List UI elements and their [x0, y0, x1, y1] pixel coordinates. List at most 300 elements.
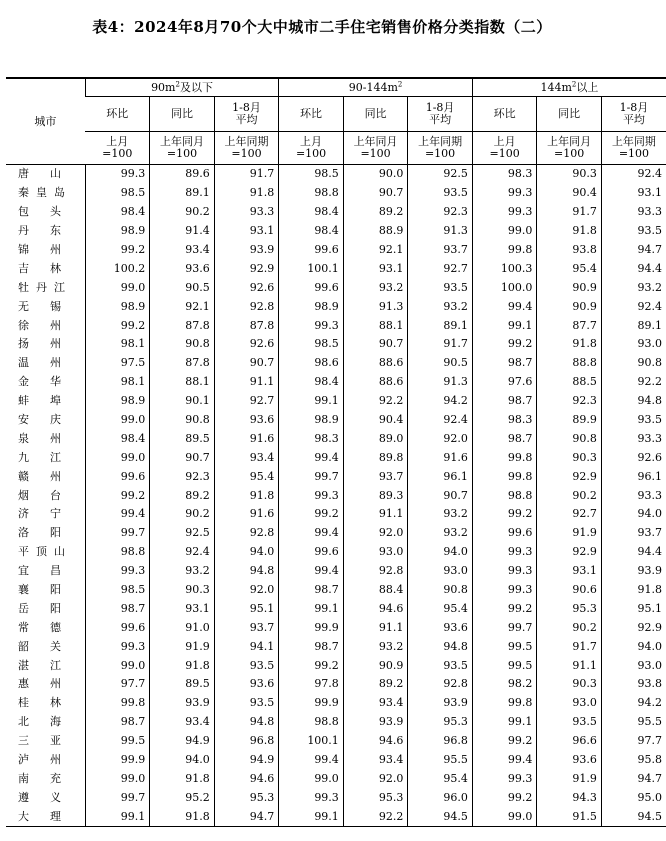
base-header-text: 上年同期	[224, 135, 269, 148]
metric-header-avg	[601, 97, 666, 132]
index-value: 93.6	[408, 618, 473, 637]
index-value: 90.4	[343, 411, 408, 430]
index-value: 90.7	[150, 448, 215, 467]
table-row	[6, 278, 666, 297]
base-header-text: 上年同月	[353, 135, 398, 148]
index-value: 93.9	[408, 694, 473, 713]
index-value: 89.2	[150, 486, 215, 505]
index-value: 98.7	[472, 392, 537, 411]
index-value: 93.5	[601, 222, 666, 241]
table-row	[6, 807, 666, 826]
index-value: 92.9	[214, 259, 279, 278]
table-row	[6, 297, 666, 316]
index-value: 92.0	[408, 429, 473, 448]
index-value: 98.4	[279, 203, 344, 222]
index-value: 95.3	[537, 599, 602, 618]
index-value: 93.1	[343, 259, 408, 278]
index-value: 93.4	[150, 241, 215, 260]
index-value: 93.3	[601, 486, 666, 505]
index-value: 99.9	[279, 618, 344, 637]
index-value: 94.7	[601, 241, 666, 260]
index-value: 90.3	[537, 165, 602, 184]
index-value: 88.1	[150, 373, 215, 392]
index-value: 93.4	[343, 751, 408, 770]
city-name: 惠 州	[18, 677, 61, 691]
index-value: 93.2	[408, 297, 473, 316]
table-body	[6, 165, 666, 827]
index-value: 99.7	[85, 788, 150, 807]
index-value: 93.5	[408, 656, 473, 675]
index-value: 99.6	[279, 543, 344, 562]
city-name: 北 海	[18, 715, 61, 729]
index-value: 98.8	[279, 713, 344, 732]
index-value: 88.1	[343, 316, 408, 335]
index-value: 89.1	[601, 316, 666, 335]
index-value: 99.1	[85, 807, 150, 826]
index-value: 99.3	[472, 770, 537, 789]
index-value: 91.9	[537, 770, 602, 789]
table-row	[6, 637, 666, 656]
index-value: 99.9	[85, 751, 150, 770]
index-value: 92.4	[601, 297, 666, 316]
index-value: 91.9	[150, 637, 215, 656]
metric-header-text: 1-8月	[425, 101, 455, 114]
metric-header-row	[6, 97, 666, 132]
index-value: 94.9	[150, 732, 215, 751]
table-row	[6, 618, 666, 637]
index-value: 98.9	[85, 392, 150, 411]
table-row	[6, 562, 666, 581]
index-value: 96.1	[408, 467, 473, 486]
base-header-text: 上月	[106, 135, 129, 148]
index-value: 99.3	[472, 203, 537, 222]
index-value: 99.0	[85, 448, 150, 467]
table-row	[6, 411, 666, 430]
index-value: 93.5	[214, 694, 279, 713]
index-value: 99.0	[85, 411, 150, 430]
city-name: 洛 阳	[18, 526, 61, 540]
table-row	[6, 732, 666, 751]
index-value: 91.3	[343, 297, 408, 316]
index-value: 91.5	[537, 807, 602, 826]
table-row	[6, 259, 666, 278]
index-value: 95.4	[537, 259, 602, 278]
index-value: 90.5	[408, 354, 473, 373]
index-value: 88.4	[343, 581, 408, 600]
index-value: 92.6	[214, 278, 279, 297]
table-row	[6, 165, 666, 184]
index-value: 92.3	[408, 203, 473, 222]
city-name: 烟 台	[18, 488, 61, 502]
table-row	[6, 751, 666, 770]
index-value: 91.8	[150, 656, 215, 675]
index-value: 90.9	[537, 278, 602, 297]
index-value: 87.8	[150, 316, 215, 335]
index-value: 99.3	[279, 486, 344, 505]
index-value: 99.2	[279, 656, 344, 675]
base-header-text: =100	[424, 147, 456, 160]
metric-header-text: 同比	[364, 107, 387, 120]
table-row	[6, 203, 666, 222]
index-value: 94.0	[150, 751, 215, 770]
index-value: 90.7	[343, 184, 408, 203]
index-value: 90.8	[408, 581, 473, 600]
index-value: 91.4	[150, 222, 215, 241]
metric-header-text: 同比	[558, 107, 581, 120]
city-name: 泸 州	[18, 753, 61, 767]
index-value: 92.4	[408, 411, 473, 430]
index-value: 99.5	[85, 732, 150, 751]
index-value: 100.3	[472, 259, 537, 278]
table-row	[6, 392, 666, 411]
table-row	[6, 448, 666, 467]
city-name: 襄 阳	[18, 583, 61, 597]
metric-header-text: 平均	[429, 113, 452, 126]
base-header-text: =100	[231, 147, 262, 160]
index-value: 96.6	[537, 732, 602, 751]
index-value: 94.8	[408, 637, 473, 656]
metric-header-text: 环比	[300, 107, 323, 120]
index-value: 100.1	[279, 259, 344, 278]
index-value: 91.6	[214, 505, 279, 524]
index-value: 100.0	[472, 278, 537, 297]
index-value: 93.7	[214, 618, 279, 637]
index-value: 98.3	[279, 429, 344, 448]
city-name: 包 头	[18, 205, 61, 219]
index-value: 93.9	[150, 694, 215, 713]
index-value: 90.8	[537, 429, 602, 448]
index-value: 99.4	[472, 751, 537, 770]
index-value: 99.3	[472, 543, 537, 562]
index-value: 90.7	[214, 354, 279, 373]
table-row	[6, 354, 666, 373]
index-value: 99.6	[85, 467, 150, 486]
index-value: 94.9	[214, 751, 279, 770]
index-value: 90.3	[150, 581, 215, 600]
index-value: 98.7	[472, 354, 537, 373]
index-value: 92.2	[343, 807, 408, 826]
index-value: 90.4	[537, 184, 602, 203]
base-header-yoy	[343, 132, 408, 165]
metric-header-text: 环比	[493, 107, 516, 120]
index-value: 99.1	[279, 807, 344, 826]
index-value: 93.5	[408, 184, 473, 203]
city-name: 唐 山	[18, 167, 61, 181]
index-value: 89.5	[150, 429, 215, 448]
index-value: 98.7	[85, 713, 150, 732]
index-value: 91.9	[537, 524, 602, 543]
index-value: 91.8	[537, 335, 602, 354]
metric-header-text: 1-8月	[232, 101, 261, 114]
index-value: 94.6	[343, 732, 408, 751]
table-row	[6, 581, 666, 600]
metric-header-text: 平均	[235, 113, 258, 126]
index-value: 94.2	[408, 392, 473, 411]
index-value: 93.2	[408, 505, 473, 524]
index-value: 93.3	[601, 203, 666, 222]
index-value: 99.2	[472, 732, 537, 751]
city-name: 徐 州	[18, 318, 61, 332]
index-value: 92.2	[601, 373, 666, 392]
index-value: 95.4	[408, 599, 473, 618]
index-value: 92.1	[150, 297, 215, 316]
index-value: 88.5	[537, 373, 602, 392]
index-value: 99.3	[85, 165, 150, 184]
index-value: 99.0	[472, 222, 537, 241]
index-value: 92.7	[214, 392, 279, 411]
index-value: 90.0	[343, 165, 408, 184]
index-value: 94.7	[601, 770, 666, 789]
city-name: 温 州	[18, 356, 61, 370]
table-row	[6, 656, 666, 675]
base-header-text: 上月	[493, 135, 516, 148]
index-value: 93.5	[214, 656, 279, 675]
index-value: 99.4	[279, 524, 344, 543]
table-row	[6, 241, 666, 260]
metric-header-avg	[214, 97, 279, 132]
table-row	[6, 373, 666, 392]
index-value: 93.8	[537, 241, 602, 260]
city-name: 吉 林	[18, 261, 61, 275]
index-value: 99.0	[472, 807, 537, 826]
index-value: 94.0	[601, 637, 666, 656]
index-value: 89.2	[343, 675, 408, 694]
table-row	[6, 713, 666, 732]
index-value: 99.1	[472, 713, 537, 732]
index-value: 95.4	[408, 770, 473, 789]
city-name: 秦 皇 岛	[18, 186, 65, 200]
base-header-avg	[408, 132, 473, 165]
index-value: 91.0	[150, 618, 215, 637]
index-value: 99.5	[472, 656, 537, 675]
index-value: 98.4	[279, 373, 344, 392]
index-value: 92.4	[150, 543, 215, 562]
table-row	[6, 316, 666, 335]
index-value: 89.6	[150, 165, 215, 184]
index-value: 99.2	[472, 505, 537, 524]
index-value: 92.3	[150, 467, 215, 486]
index-value: 93.2	[601, 278, 666, 297]
index-value: 98.7	[279, 637, 344, 656]
index-value: 90.9	[537, 297, 602, 316]
index-value: 90.2	[537, 486, 602, 505]
index-value: 99.4	[85, 505, 150, 524]
index-value: 99.1	[279, 392, 344, 411]
city-name: 岳 阳	[18, 601, 61, 615]
index-value: 92.9	[537, 543, 602, 562]
base-header-text: 上年同期	[418, 135, 463, 148]
index-value: 99.6	[472, 524, 537, 543]
base-header-text: 上月	[300, 135, 323, 148]
metric-header-mom	[472, 97, 537, 132]
city-name: 赣 州	[18, 469, 61, 483]
index-value: 95.3	[408, 713, 473, 732]
index-value: 97.8	[279, 675, 344, 694]
index-value: 98.2	[472, 675, 537, 694]
index-value: 93.6	[214, 675, 279, 694]
index-value: 99.0	[85, 278, 150, 297]
index-value: 89.0	[343, 429, 408, 448]
index-value: 92.9	[601, 618, 666, 637]
index-value: 99.6	[85, 618, 150, 637]
index-value: 93.1	[601, 184, 666, 203]
index-value: 98.9	[279, 411, 344, 430]
city-name: 平 顶 山	[18, 545, 65, 559]
index-value: 99.4	[279, 562, 344, 581]
index-value: 99.2	[85, 241, 150, 260]
index-value: 89.9	[537, 411, 602, 430]
index-value: 90.3	[537, 675, 602, 694]
city-name: 无 锡	[18, 299, 61, 313]
index-value: 93.1	[214, 222, 279, 241]
index-value: 95.1	[601, 599, 666, 618]
metric-header-mom	[279, 97, 344, 132]
index-value: 99.3	[85, 637, 150, 656]
index-value: 99.2	[85, 486, 150, 505]
index-value: 93.4	[150, 713, 215, 732]
index-value: 93.1	[537, 562, 602, 581]
index-value: 94.4	[601, 259, 666, 278]
index-value: 99.0	[85, 656, 150, 675]
index-value: 96.1	[601, 467, 666, 486]
index-value: 92.6	[601, 448, 666, 467]
table-row	[6, 429, 666, 448]
metric-header-text: 平均	[622, 113, 645, 126]
metric-header-text: 同比	[171, 107, 194, 120]
index-value: 99.7	[85, 524, 150, 543]
index-value: 93.3	[214, 203, 279, 222]
city-name: 蚌 埠	[18, 394, 61, 408]
index-value: 94.8	[214, 562, 279, 581]
city-name: 大 理	[6, 807, 85, 826]
index-value: 90.8	[601, 354, 666, 373]
index-value: 96.8	[408, 732, 473, 751]
index-value: 93.6	[150, 259, 215, 278]
city-name: 宜 昌	[18, 564, 61, 578]
index-value: 99.3	[472, 581, 537, 600]
index-value: 98.4	[85, 429, 150, 448]
index-value: 94.7	[214, 807, 279, 826]
index-value: 92.4	[601, 165, 666, 184]
index-value: 94.5	[408, 807, 473, 826]
city-name: 南 充	[18, 771, 61, 785]
base-header-text: =100	[554, 147, 585, 160]
index-value: 99.4	[279, 751, 344, 770]
index-value: 93.7	[601, 524, 666, 543]
index-value: 95.5	[601, 713, 666, 732]
index-value: 89.8	[343, 448, 408, 467]
index-value: 92.0	[343, 524, 408, 543]
city-name: 济 宁	[18, 507, 61, 521]
index-value: 92.0	[343, 770, 408, 789]
index-value: 93.1	[150, 599, 215, 618]
city-column-header: 城市	[6, 78, 85, 165]
city-name: 韶 关	[18, 639, 61, 653]
index-value: 98.5	[279, 165, 344, 184]
index-value: 94.6	[214, 770, 279, 789]
index-value: 91.1	[214, 373, 279, 392]
index-value: 93.9	[343, 713, 408, 732]
index-value: 99.8	[472, 241, 537, 260]
index-value: 92.6	[214, 335, 279, 354]
index-value: 90.2	[537, 618, 602, 637]
index-value: 87.7	[537, 316, 602, 335]
index-value: 98.1	[85, 335, 150, 354]
index-value: 90.6	[537, 581, 602, 600]
city-name: 丹 东	[18, 224, 61, 238]
index-value: 94.2	[601, 694, 666, 713]
index-value: 91.1	[537, 656, 602, 675]
index-value: 99.6	[279, 241, 344, 260]
index-value: 90.3	[537, 448, 602, 467]
index-value: 92.5	[150, 524, 215, 543]
index-value: 92.1	[343, 241, 408, 260]
base-header-mom	[85, 132, 150, 165]
base-header-mom	[472, 132, 537, 165]
index-value: 93.4	[214, 448, 279, 467]
index-value: 91.8	[150, 770, 215, 789]
index-value: 91.3	[408, 222, 473, 241]
table-row	[6, 524, 666, 543]
index-value: 92.5	[408, 165, 473, 184]
index-value: 91.1	[343, 505, 408, 524]
metric-header-mom	[85, 97, 150, 132]
index-value: 89.2	[343, 203, 408, 222]
base-header-text: 上年同月	[160, 135, 205, 148]
base-header-yoy	[150, 132, 215, 165]
city-name: 牡 丹 江	[18, 280, 65, 294]
index-value: 94.8	[214, 713, 279, 732]
index-value: 97.7	[85, 675, 150, 694]
table-row	[6, 770, 666, 789]
city-name: 安 庆	[18, 413, 61, 427]
index-value: 91.3	[408, 373, 473, 392]
index-value: 91.7	[537, 203, 602, 222]
index-value: 92.8	[343, 562, 408, 581]
group-header-small: $90m^2$及以下	[85, 78, 279, 97]
index-value: 91.7	[214, 165, 279, 184]
index-value: 95.3	[343, 788, 408, 807]
index-value: 99.3	[279, 316, 344, 335]
index-value: 93.5	[537, 713, 602, 732]
index-value: 93.3	[601, 429, 666, 448]
index-value: 93.0	[537, 694, 602, 713]
index-value: 90.9	[343, 656, 408, 675]
index-value: 93.0	[601, 656, 666, 675]
index-value: 95.0	[601, 788, 666, 807]
table-row	[6, 543, 666, 562]
index-value: 93.2	[150, 562, 215, 581]
city-name: 遵 义	[18, 790, 61, 804]
index-value: 92.7	[408, 259, 473, 278]
table-row	[6, 467, 666, 486]
index-value: 95.2	[150, 788, 215, 807]
index-value: 99.8	[472, 467, 537, 486]
group-header-medium: $90-144m^2$	[279, 78, 473, 97]
index-value: 98.8	[85, 543, 150, 562]
index-value: 93.4	[343, 694, 408, 713]
index-value: 99.1	[472, 316, 537, 335]
index-value: 93.2	[343, 637, 408, 656]
index-value: 94.0	[601, 505, 666, 524]
index-value: 99.4	[279, 448, 344, 467]
index-value: 90.2	[150, 203, 215, 222]
index-value: 97.5	[85, 354, 150, 373]
city-name: 桂 林	[18, 696, 61, 710]
index-value: 98.8	[472, 486, 537, 505]
index-value: 94.5	[601, 807, 666, 826]
index-value: 99.3	[472, 184, 537, 203]
